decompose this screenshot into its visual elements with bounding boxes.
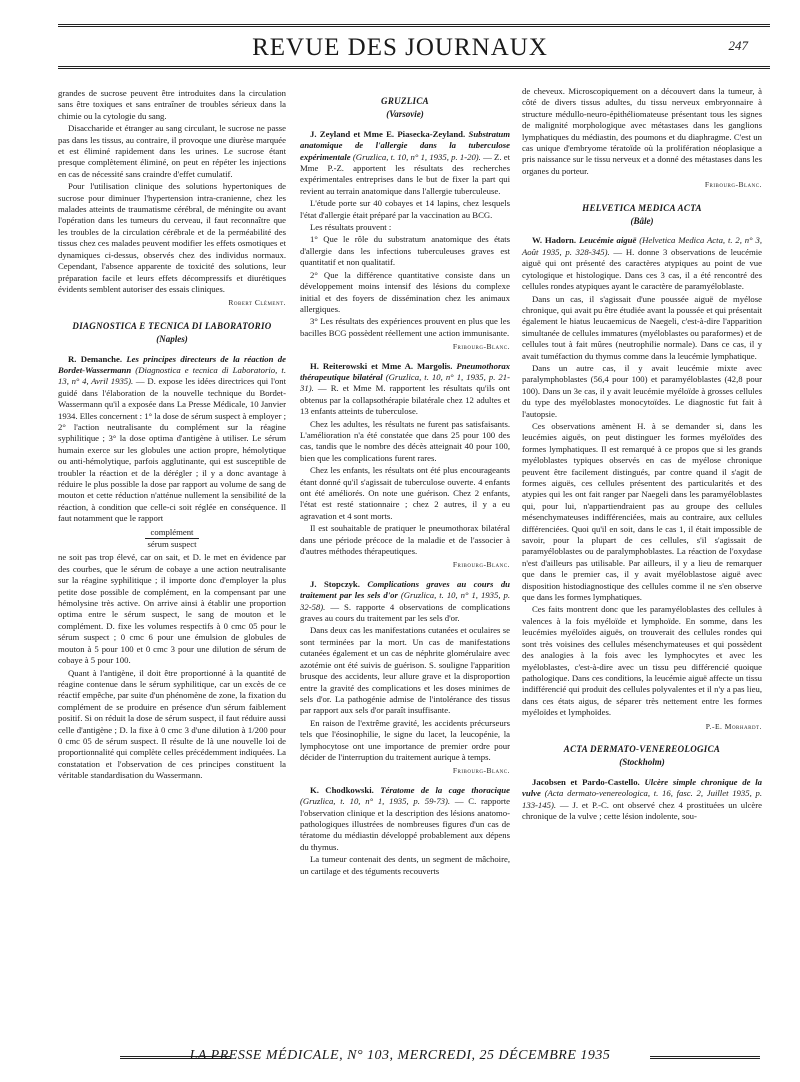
paragraph: 2° Que la différence quantitative consiste dans un développement moins intensif des lésions du complexe initial et des foyers de dissémination chez les animaux allergiques. <box>300 269 510 314</box>
paragraph: Quant à l'antigène, il doit être proportionné à la quantité de réagine contenue dans le sérum syphilitique, car un excès de ce réactif empêche, par suite d'un phénomène de zone, la fixation du complément de se produire en présence d'un sérum faiblement positif. Si on réduit la dose de sérum suspect, il faut réduire aussi celle d'antigène ; D. la fixe à 0 cmc 3 d'une dilution à 1/200 pour 0 cmc 05 de sérum suspect. Il résulte de là une nouvelle loi de proportionnalité qui complète celles précédemment indiquées. La constatation et l'observation de ces principes constituent la véritable standardisation du Wassermann. <box>58 667 286 781</box>
fraction-denominator: sérum suspect <box>147 539 197 550</box>
paragraph: La tumeur contenait des dents, un segment de mâchoire, un cartilage et des téguments recouverts <box>300 854 510 876</box>
running-header-title: REVUE DES JOURNAUX <box>252 34 548 61</box>
top-rule <box>58 24 770 25</box>
fraction <box>58 527 286 551</box>
paragraph: de cheveux. Microscopiquement on a découvert dans la tumeur, à côté de divers tissus adultes, du tissu nerveux embryonnaire à structure médullo-neuro-épithéliomateuse présentant tous les signes de malignité morphologique avec métastases dans les ganglions lymphatiques du médiastin, des poumons et du diaphragme. C'est un cas unique d'embryome tératoïde où la prolifération néoplasique a pris naissance sur le tissu nerveux et a donné des métastases dans les organes du porteur. <box>522 86 762 176</box>
article-author: J. Stopczyk. <box>310 578 360 589</box>
paragraph: Dans deux cas les manifestations cutanées et oculaires se sont terminées par la mort. Un cas de manifestations cutanées également et un cas de néphrite glomérulaire avec azotémie ont été suivis de guérison. S. souligne l'apparition brusque des accidents, leur allure grave et la disproportion entre la gravité des complications et les doses minimes de sels d'or. La pathogénie admise de l'intolérance des tissus par rapport aux sels d'or paraît insuffisante. <box>300 625 510 716</box>
signature: Fribourg-Blanc. <box>452 766 510 776</box>
paragraph: 1° Que le rôle du substratum anatomique des états d'allergie dans les infections tuberculeuses graves est quantitatif et non qualitatif. <box>300 234 510 268</box>
paragraph: Chez les adultes, les résultats ne furent pas satisfaisants. L'amélioration n'a été constatée que dans 25 pour 100 des cas, tandis que le nombre des décès atteignait 40 pour 100, bien que les complications furent rares. <box>300 418 510 463</box>
article-text: — H. donne 3 observations de leucémie aiguë qui ont présenté des caractères atypiques au point de vue cytologique et histologique. Dans ces 3 cas, il a été rencontré des cellules rondes atypiques ayant le caractère de paramyéloblaste. <box>522 246 762 292</box>
column-1 <box>58 88 286 783</box>
article-text: — Z. et Mme P.-Z. apportent les résultats des recherches expérimentales entreprises dans le but de fixer la part qui revient au terrain anatomique dans l'allergie tuberculeuse. <box>300 151 510 196</box>
paragraph: Pour l'utilisation clinique des solutions hypertoniques de sucrose pour diminuer l'hypertension intra-cranienne, chez les malades atteints de traumatisme cérébral, de méningite ou avant l'opération dans les tumeurs du cerveau, il faut reconnaître que les troubles de la circulation cérébrale et de la perméabilité des tissus chez ces malades peuvent modifier les effets osmotiques et dynamiques ci-dessus, observés chez des individus normaux. Cependant, l'absence apparente de toxicité des solutions, leur préparation facile et leurs effets décompressifs et diurétiques évidents semblent autoriser des essais cliniques. <box>58 181 286 294</box>
article-text: — S. rapporte 4 observations de complications graves au cours du traitement par les sels d'or. <box>300 601 511 624</box>
article-title: Complications graves au cours du traitement par les sels d'or <box>300 578 510 601</box>
paragraph: Chez les enfants, les résultats ont été plus encourageants étant donné qu'il s'agissait de tuberculose ouverte. 4 enfants ont été améliorés. On note une guérison. Chez 2 enfants, l'état est resté stationnaire ; chez 2 autres, il y a eu agravation et 4 sont morts. <box>300 465 510 521</box>
section-location: (Varsovie) <box>386 109 424 120</box>
signature: Robert Clément. <box>228 298 286 308</box>
article-reference: (Gruzlica, t. 10, n° 1, 1935, p. 59-73). <box>300 796 451 807</box>
article-title: Tératome de la cage thoracique <box>380 784 510 795</box>
footer-rule-right <box>650 1056 760 1057</box>
signature: Fribourg-Blanc. <box>704 180 762 190</box>
article-author: H. Reiterowski et Mme A. Margolis. <box>310 360 453 371</box>
signature: Fribourg-Blanc. <box>452 560 510 570</box>
running-footer: LA PRESSE MÉDICALE, N° 103, MERCREDI, 25 DÉCEMBRE 1935 <box>189 1048 611 1063</box>
article-title: Ulcère simple chronique de la vulve <box>522 776 763 799</box>
paragraph: L'étude porte sur 40 cobayes et 14 lapins, chez lesquels l'état d'allergie était préparé par la vaccination au BCG. <box>300 198 510 220</box>
section-heading: ACTA DERMATO-VENEREOLOGICA <box>563 743 721 754</box>
signature: P.-E. Morhardt. <box>705 721 762 731</box>
article-title: Substratum anatomique de l'allergie dans la tuberculose expérimentale <box>300 128 511 162</box>
fraction-numerator: complément <box>145 527 200 539</box>
section-location: (Bâle) <box>630 216 654 227</box>
article-text: — D. expose les idées directrices qui l'ont guidé dans l'élaboration de la nouvelle technique du Bordet-Wassermann qu'il a exposée dans La Presse Médicale, 10 Janvier 1934. Elles concernent : 1° la dose de sérum suspect à employer ; 2° l'action neutralisante du complément sur la réagine syphilitique ; 3° la dose optima d'antigène à utiliser. Le sérum humain exerce sur les globules une action propre, hémolytique ou anti-hémolytique, parfois agglutinante, qui est susceptible de troubler la réaction et de la dérégler ; il y a donc avantage à réduire le plus possible la dose par rapport au volume de sang de mouton et cette réduction n'atténue nullement la sensibilité de la réaction, à condition que celle-ci soit réglée en conséquence. Il faut notamment que le rapport <box>58 376 286 524</box>
section-heading: HELVETICA MEDICA ACTA <box>582 202 702 213</box>
paragraph: Dans un cas, il s'agissait d'une poussée aiguë de myélose chronique, qui avait pu être étudiée avant la poussée et qui présentait également le hiatus leucaemicus de Naegeli, c'est-à-dire l'apparition simultanée de cellules immatures (myéloblastes ou paraformes) et de cellules tout à fait mûres (neutrophilie normale). Dans ce cas, il y avait tuméfaction du thymus comme dans la leucémie lymphatique. <box>522 293 762 361</box>
section-heading: GRUZLICA <box>381 96 429 106</box>
article-author: J. Zeyland et Mme E. Piasecka-Zeyland. <box>310 128 466 139</box>
article-reference: (Gruzlica, t. 10, n° 1, 1935, p. 32-58). <box>300 590 510 612</box>
header-rule-2 <box>58 68 770 69</box>
article-reference: (Helvetica Medica Acta, t. 2, n° 3, Août 1935, p. 328-345). <box>522 235 762 257</box>
paragraph: Disaccharide et étranger au sang circulant, le sucrose ne passe pas dans les tissus, au contraire, il provoque une diurèse marquée et est éliminé rapidement dans les urines. Le sucrose étant presque complètement éliminé, on peut en répéter les injections en cas de nécessité sans craindre d'effet cumulatif. <box>58 123 286 179</box>
article-reference: (Acta dermato-venereologica, t. 16, fasc. 2, Juillet 1935, p. 133-145). <box>522 788 762 810</box>
article-author: Jacobsen et Pardo-Castello. <box>532 776 640 787</box>
section-location: (Naples) <box>156 334 188 345</box>
paragraph: Ces observations amènent H. à se demander si, dans les leucémies aiguës, on peut distinguer les formes myéloïdes des formes lymphatiques. Il est remarqué à ce propos que si les grands myéloblastes typiques observés en cas de myélose chronique peuvent être facilement distingués, par contre quand il s'agit de formes aiguës, ces cellules présentent des particularités et des atypies qui les ont fait ranger par Naegeli dans les paramyéloblastes qui, pour lui, n'appartiendraient pas au groupe des cellules mésenchymateuses indifférenciées, mais au contraire, aux cellules différenciées. Quoi qu'il en soit, dans le cas 1, il était impossible de savoir, pour la plupart de ces cellules, s'il s'agissait de paramyéloblastes ou de paralymphoblastes. La réaction de l'oxydase n'est d'ailleurs pas utilisable. Par ailleurs, il y a lieu de remarquer que dans le premier cas, il y avait myéloblastose aiguë avec disposition histodiagnostique des cellules comme il ne s'en observe que dans les formes lymphatiques. <box>522 420 762 603</box>
paragraph: Il est souhaitable de pratiquer le pneumothorax bilatéral dans une période précoce de la maladie et de l'associer à d'autres méthodes thérapeutiques. <box>300 523 510 557</box>
page-number: 247 <box>728 38 748 53</box>
article-author: W. Hadorn. <box>532 235 577 246</box>
footer-rule-right-2 <box>650 1058 760 1059</box>
section-location: (Stockholm) <box>619 757 665 768</box>
top-rule-2 <box>58 26 770 27</box>
article-author: K. Chodkowski. <box>310 784 374 795</box>
paragraph: Les résultats prouvent : <box>310 222 392 233</box>
paragraph: En raison de l'extrême gravité, les accidents précurseurs tels que l'éosinophilie, le signe du lacet, la leucopénie, la lymphocytose ont une importance de premier ordre pour décider de l'interruption du traitement aurique à temps. <box>300 717 510 762</box>
article-text: — C. rapporte l'observation clinique et la description des lésions anatomo-pathologiques illustrées de nombreuses figures d'un cas de tératome du médiastin développé probablement aux dépens du thymus. <box>300 796 510 852</box>
article-title: Les principes directeurs de la réaction de Bordet-Wassermann <box>58 353 286 375</box>
column-3 <box>522 86 762 823</box>
header-rule <box>58 66 770 67</box>
paragraph: 3° Les résultats des expériences prouvent en plus que les bacilles BCG possèdent réellement une action immunisante. <box>300 316 510 338</box>
paragraph: grandes de sucrose peuvent être introduites dans la circulation sans être toxiques et sans entraîner de troubles sérieux dans la chimie ou la cytologie du sang. <box>58 88 286 121</box>
article-text: — R. et Mme M. rapportent les résultats qu'ils ont obtenus par la collapsothérapie bilatérale chez 12 adultes et 13 enfants atteints de tuberculose. <box>300 383 510 417</box>
column-2 <box>300 96 510 878</box>
article-reference: (Gruzlica, t. 10, n° 1, 1935, p. 1-20). <box>352 151 481 162</box>
article-title: Leucémie aiguë <box>578 235 637 246</box>
signature: Fribourg-Blanc. <box>452 342 510 352</box>
paragraph: Ces faits montrent donc que les paramyéloblastes des cellules à valences à la fois myéloïde et lymphoïde. En somme, dans les leucémies myéloïdes aiguës, on trouverait des cellules rondes qui sont très voisines des cellules mésenchymateuses et qui possèdent des analogies à la fois avec les lymphocytes et avec les myéloblastes, c'est-à-dire avec un tissu peu différencié quoique pathologique. Dans ces conditions, la leucémie aiguë affecte un tissu indifférencié qui produit des cellules polyvalentes et il n'y a pas lieu, dans ces états aigus, de séparer très nettement entre les formes myéloïdes et lymphoïdes. <box>522 604 762 718</box>
paragraph: ne soit pas trop élevé, car on sait, et D. le met en évidence par des courbes, que le sérum de cobaye a une action neutralisante sur la réagine syphilitique ; il importe donc d'employer la plus petite dose possible de complément, en la compensant par une hémolysine très active. On arrive ainsi à établir une proportion optima entre le sérum suspect, le sang de mouton et le complément. D. fixe les volumes respectifs à 0 cmc 05 pour le sérum suspect ; 0 cmc 6 pour une émulsion de globules de mouton à 5 pour 100 et 0 cmc 3 pour une dilution de sérum de cobaye à 5 pour 100. <box>58 552 286 666</box>
article-title: Pneumothorax thérapeutique bilatéral <box>300 360 511 382</box>
article-author: R. Demanche. <box>68 353 123 364</box>
paragraph: Dans un autre cas, il y avait leucémie mixte avec paralymphoblastes (56,4 pour 100) et paramyéloblastes (42,8 pour 100). Dans un 3e cas, il y avait leucémie myéloïde à grosses cellules du type des myéloblastes monocytoïdes. Le diagnostic fut fait à l'autopsie. <box>522 362 762 419</box>
article-reference: (Gruzlica, t. 10, n° 1, 1935, p. 21-31). <box>300 371 511 394</box>
article-text: — J. et P.-C. ont observé chez 4 prostituées un ulcère chronique de la vulve ; cette lésion indolente, sou- <box>522 799 763 821</box>
section-heading: DIAGNOSTICA E TECNICA DI LABORATORIO <box>72 320 272 331</box>
article-reference: (Diagnostica e tecnica di Laboratorio, t. 13, n° 4, Avril 1935). <box>58 364 286 387</box>
